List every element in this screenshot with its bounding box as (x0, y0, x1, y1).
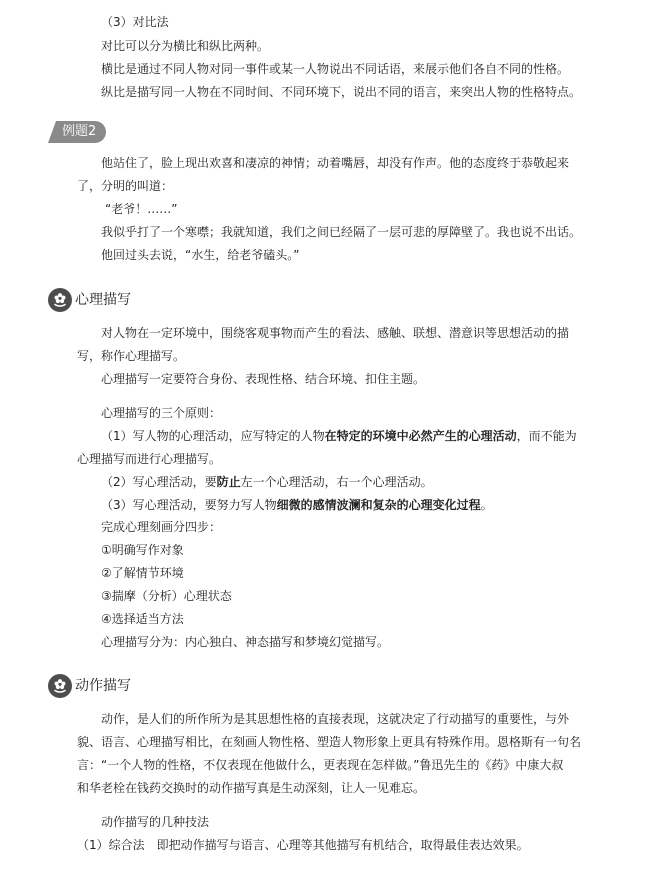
example-line: 我似乎打了一个寒噤；我就知道，我们之间已经隔了一层可悲的厚障壁了。我也说不出话。 (101, 225, 582, 239)
section-title-action: 动作描写 (75, 678, 131, 694)
paragraph: 动作，是人们的所作所为是其思想性格的直接表现，这就决定了行动描写的重要性，与外 (101, 712, 570, 726)
section-title-psych: 心理描写 (75, 292, 131, 308)
technique-1: （1）综合法 即把动作描写与语言、心理等其他描写有机结合，取得最佳表达效果。 (77, 838, 529, 852)
principle-1-cont: 心理描写而进行心理描写。 (77, 452, 222, 466)
paragraph: 横比是通过不同人物对同一事件或某一人物说出不同话语，来展示他们各自不同的性格。 (101, 62, 570, 76)
techniques-heading: 动作描写的几种技法 (101, 815, 210, 829)
flower-icon (48, 288, 72, 312)
example-quote: “老爷！……” (105, 202, 178, 216)
principle-2: （2）写心理活动，要防止左一个心理活动，右一个心理活动。 (101, 475, 433, 489)
example-line: 他回过头去说，“水生，给老爷磕头。” (101, 248, 300, 262)
paragraph: 貌、语言、心理描写相比，在刻画人物性格、塑造人物形象上更具有特殊作用。恩格斯有一句名 (77, 735, 582, 749)
paragraph: 对比可以分为横比和纵比两种。 (101, 39, 270, 53)
paragraph: 对人物在一定环境中，围绕客观事物而产生的看法、感触、联想、潜意识等思想活动的描 (101, 326, 570, 340)
example-line: 了，分明的叫道： (77, 179, 174, 193)
principle-1: （1）写人物的心理活动，应写特定的人物在特定的环境中必然产生的心理活动，而不能为 (101, 429, 577, 443)
paragraph: 心理描写一定要符合身份、表现性格、结合环境、扣住主题。 (101, 372, 426, 386)
contrast-method-heading: （3）对比法 (101, 15, 169, 29)
principles-heading: 心理描写的三个原则： (101, 406, 222, 420)
paragraph: 言：“一个人物的性格，不仅表现在他做什么，更表现在怎样做。”鲁迅先生的《药》中康大叔 (77, 758, 564, 772)
steps-heading: 完成心理刻画分四步： (101, 520, 222, 534)
step-item: ①明确写作对象 (101, 543, 184, 557)
example-label: 例题2 (62, 124, 97, 139)
paragraph: 心理描写分为：内心独白、神态描写和梦境幻觉描写。 (101, 635, 390, 649)
step-item: ③揣摩（分析）心理状态 (101, 589, 232, 603)
paragraph: 和华老栓在钱药交换时的动作描写真是生动深刻，让人一见难忘。 (77, 781, 426, 795)
step-item: ②了解情节环境 (101, 566, 184, 580)
example-tag (48, 121, 106, 143)
principle-3: （3）写心理活动，要努力写人物细微的感情波澜和复杂的心理变化过程。 (101, 498, 493, 512)
paragraph: 写，称作心理描写。 (77, 349, 186, 363)
flower-icon (48, 674, 72, 698)
example-line: 他站住了，脸上现出欢喜和凄凉的神情；动着嘴唇，却没有作声。他的态度终于恭敬起来 (101, 156, 570, 170)
paragraph: 纵比是描写同一人物在不同时间、不同环境下，说出不同的语言，来突出人物的性格特点。 (101, 85, 582, 99)
step-item: ④选择适当方法 (101, 612, 184, 626)
